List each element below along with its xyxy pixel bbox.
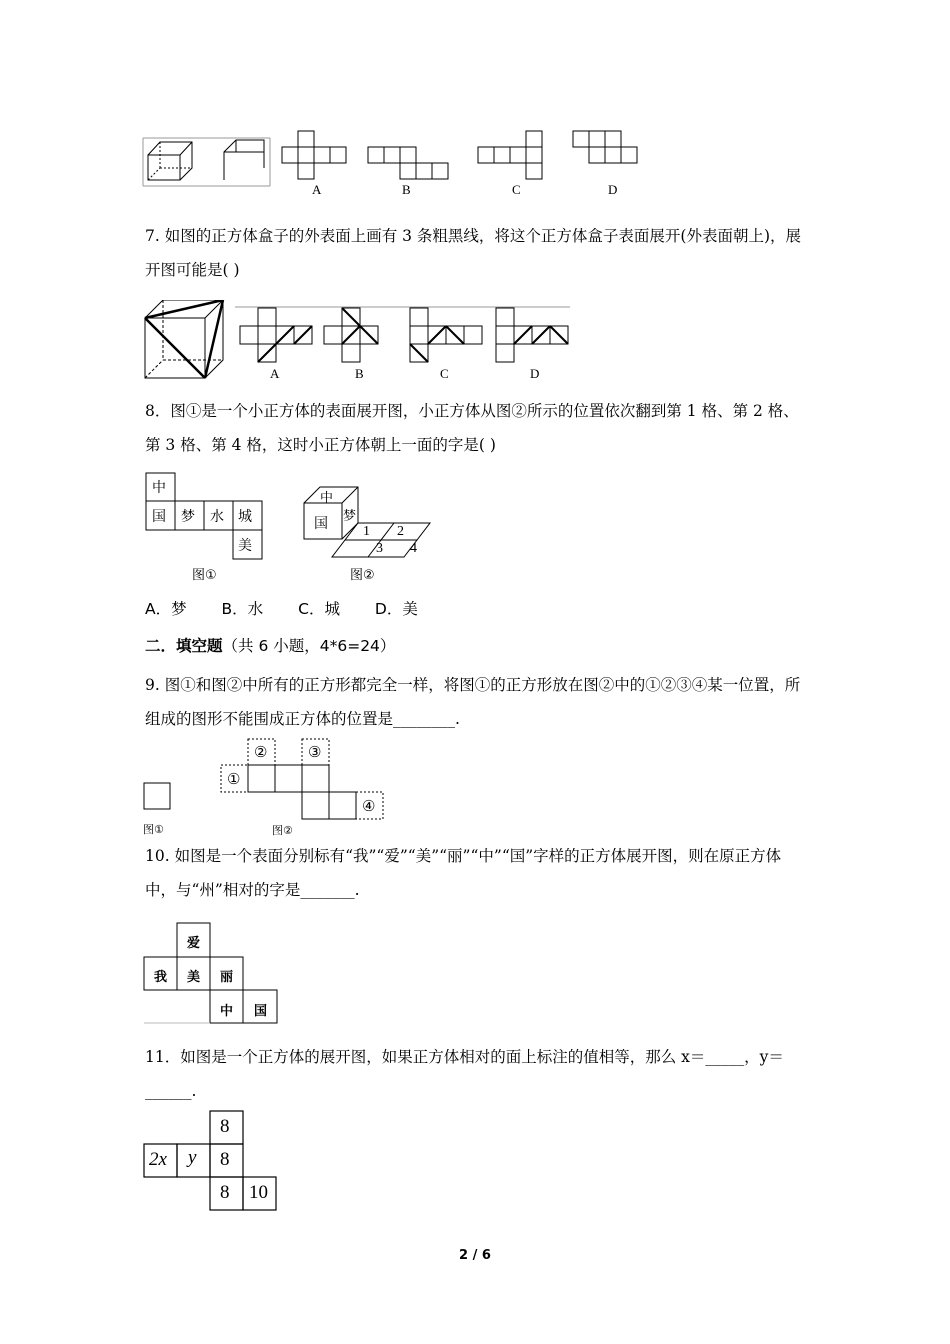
q10-cell: 我 xyxy=(154,970,168,985)
q11-cell: 8 xyxy=(220,1116,230,1137)
q8-option-b: B．水 xyxy=(221,600,264,618)
q11-figure xyxy=(143,1110,283,1214)
q7-text: 7. 如图的正方体盒子的外表面上画有 3 条粗黑线，将这个正方体盒子表面展开(外表面朝上)，展开图可能是( ) xyxy=(145,227,802,279)
section-2-note: （共 6 小题，4*6=24） xyxy=(222,637,396,655)
q9-position-3: ③ xyxy=(308,745,322,761)
q9-figure-1 xyxy=(143,782,183,838)
q10-cell: 美 xyxy=(187,970,201,985)
page-number: 2 / 6 xyxy=(459,1248,491,1263)
q8-fig1-cell: 国 xyxy=(152,509,166,525)
q9-text: 9. 图①和图②中所有的正方形都完全一样，将图①的正方形放在图②中的①②③④某一位置，所组成的图形不能围成正方体的位置是________. xyxy=(145,676,801,728)
q8-fig1-cell: 美 xyxy=(238,538,252,554)
q11-text: 11．如图是一个正方体的展开图，如果正方体相对的面上标注的值相等，那么 x＝_____，y＝______. xyxy=(145,1048,784,1100)
q8-options xyxy=(145,597,448,619)
section-2-heading xyxy=(145,634,395,656)
q8-fig2-number: 1 xyxy=(363,524,370,539)
q7-option-a-label: A xyxy=(270,366,280,381)
q7-option-d-label: D xyxy=(530,366,540,381)
q6-diagram xyxy=(140,130,640,200)
q8-fig1-cell: 城 xyxy=(238,509,252,525)
q8-fig2-cell: 梦 xyxy=(343,509,357,524)
q7-option-c-label: C xyxy=(440,366,449,381)
q6-option-a-label: A xyxy=(312,182,322,197)
q6-option-c-label: C xyxy=(512,182,521,197)
q9-position-4: ④ xyxy=(362,799,376,815)
q9-figure-2 xyxy=(220,738,390,838)
q8-option-c: C．城 xyxy=(298,600,340,618)
q8-text: 8．图①是一个小正方体的表面展开图，小正方体从图②所示的位置依次翻到第 1 格、第 2 格、第 3 格、第 4 格，这时小正方体朝上一面的字是( ) xyxy=(145,402,799,454)
q8-option-a: A．梦 xyxy=(145,600,187,618)
q8-fig2-number: 2 xyxy=(397,524,404,539)
q8-fig1-cell: 中 xyxy=(152,480,166,496)
q8-fig1-cell: 梦 xyxy=(181,509,195,525)
q7-figure xyxy=(140,300,580,386)
q9-position-2: ② xyxy=(254,745,268,761)
q8-fig1-caption: 图① xyxy=(192,568,217,583)
q8-figure-1 xyxy=(145,472,275,587)
q8-fig2-cell: 中 xyxy=(320,491,334,506)
q9-single-square xyxy=(143,782,173,812)
q10-cell: 爱 xyxy=(187,936,201,951)
q8-figure-2 xyxy=(300,485,450,587)
q10-cell: 丽 xyxy=(220,970,234,985)
section-2-title: 二．填空题 xyxy=(145,637,223,655)
q11-cell: 8 xyxy=(220,1182,230,1203)
q6-option-b-label: B xyxy=(402,182,411,197)
q10-cell: 国 xyxy=(254,1004,268,1019)
q10-figure xyxy=(143,922,283,1026)
q11-cell: 10 xyxy=(249,1182,268,1203)
q11-cell: 2x xyxy=(149,1149,167,1170)
q9-position-1: ① xyxy=(227,772,241,788)
q7-option-b-label: B xyxy=(355,366,364,381)
q9-fig1-caption: 图① xyxy=(143,823,164,836)
q10-cell: 中 xyxy=(220,1004,234,1019)
q9-fig2-caption: 图② xyxy=(272,824,293,837)
q8-option-d: D．美 xyxy=(374,600,418,618)
q8-fig1-cell: 水 xyxy=(210,509,224,525)
q8-fig2-number: 3 xyxy=(376,541,383,556)
q6-option-d-label: D xyxy=(608,182,618,197)
q8-fig2-cell: 国 xyxy=(314,516,328,532)
q8-fig2-caption: 图② xyxy=(350,568,375,583)
q8-fig2-number: 4 xyxy=(410,541,417,556)
q6-figure xyxy=(140,130,640,200)
q10-text: 10. 如图是一个表面分别标有“我”“爱”“美”“丽”“中”“国”字样的正方体展开图，则在原正方体中，与“州”相对的字是_______. xyxy=(145,847,782,899)
q11-cell: 8 xyxy=(220,1149,230,1170)
q11-cell: y xyxy=(188,1147,197,1168)
